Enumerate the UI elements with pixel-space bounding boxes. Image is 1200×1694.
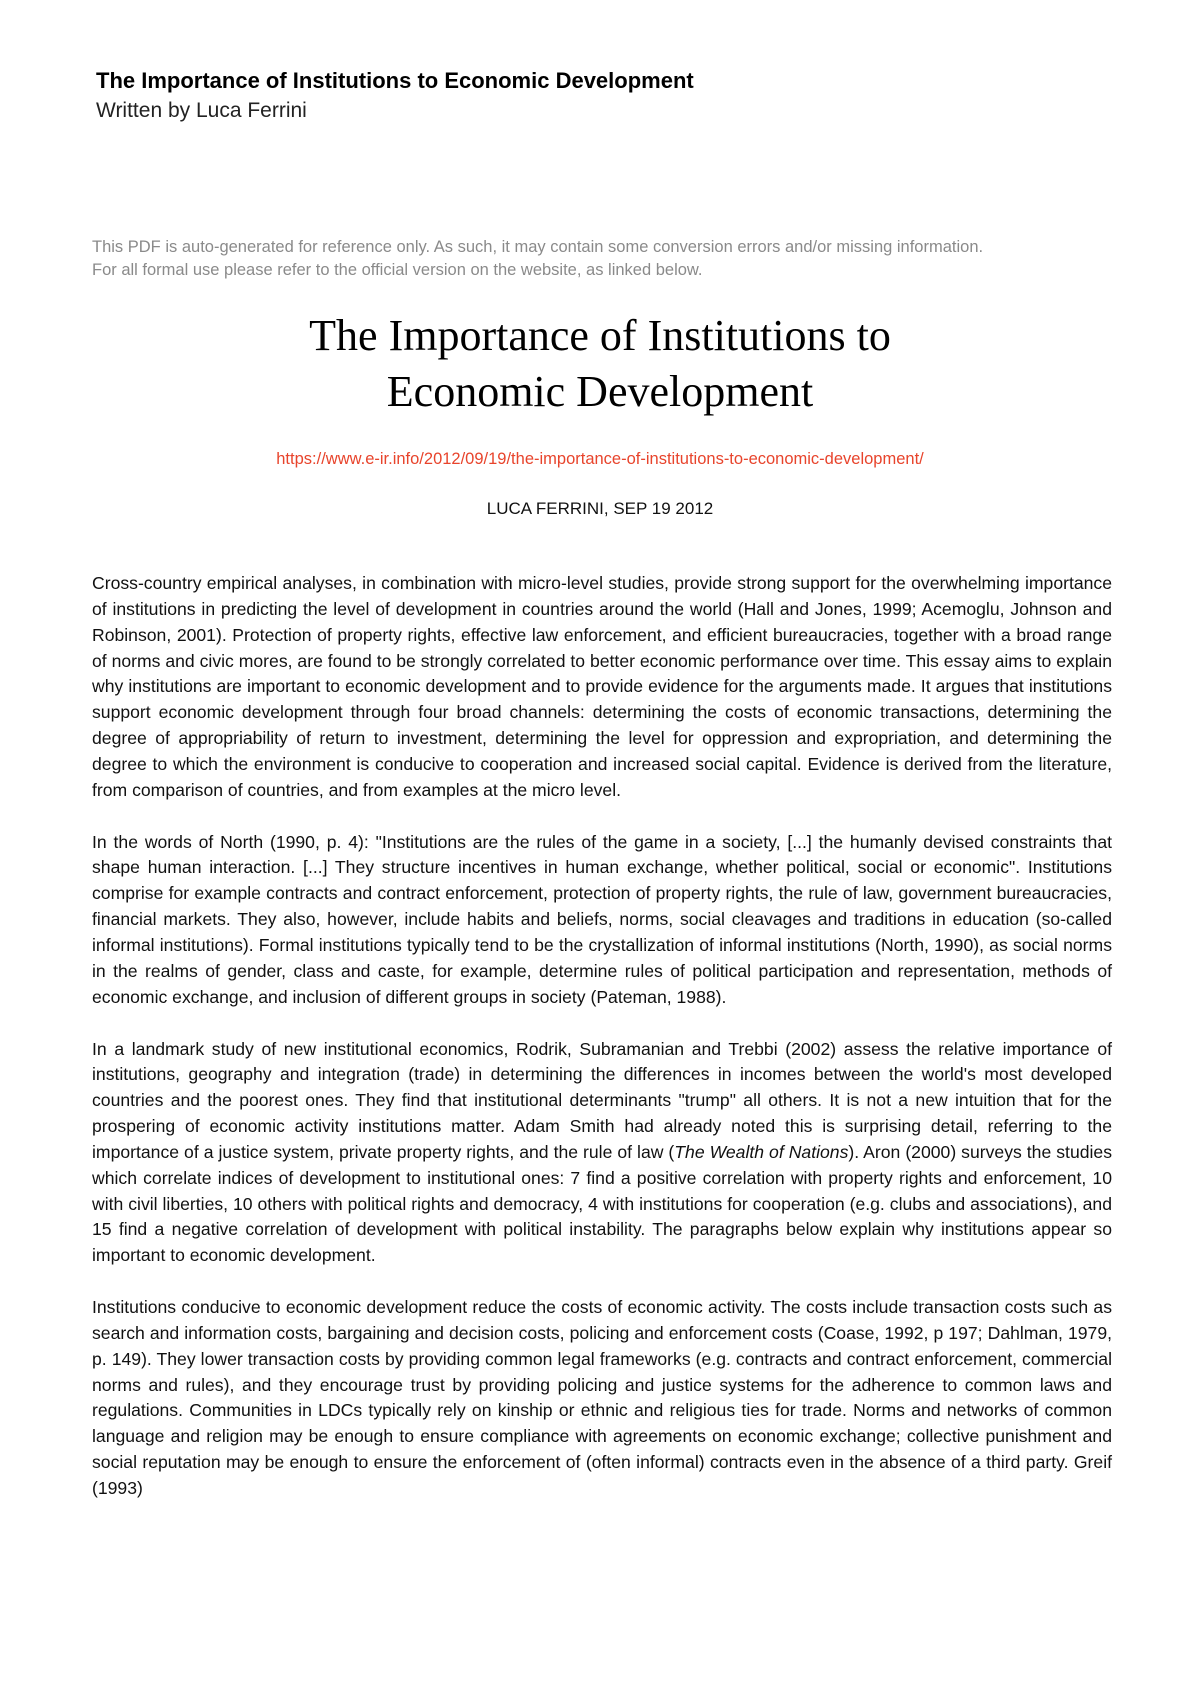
running-header bbox=[96, 66, 1106, 126]
header-author: Written by Luca Ferrini bbox=[96, 99, 307, 122]
disclaimer-line-1: This PDF is auto-generated for reference only. As such, it may contain some conversion errors and/or missing information. bbox=[92, 238, 984, 256]
pdf-disclaimer bbox=[92, 236, 1112, 282]
article-title bbox=[150, 308, 1050, 420]
header-title: The Importance of Institutions to Economic Development bbox=[96, 68, 694, 93]
paragraph-3-part-1: In a landmark study of new institutional economics, Rodrik, Subramanian and Trebbi (2002) assess the relative importance of institutions, geography and integration (trade) in determining the differences in incomes between the world's most developed countries and the poorest ones. They find that institutional determinants "trump" all others. It is not a new intuition that for the prospering of economic activity institutions matter. Adam Smith had already noted this is surprising detail, referring to the importance of a justice system, private property rights, and the rule of law ( bbox=[92, 1038, 1112, 1162]
article-title-line-1: The Importance of Institutions to bbox=[309, 311, 891, 360]
article-body bbox=[92, 571, 1112, 1528]
paragraph-4: Institutions conducive to economic development reduce the costs of economic activity. The costs include transaction costs such as search and information costs, bargaining and decision costs, policing and enforcement costs (Coase, 1992, p 197; Dahlman, 1979, p. 149). They lower transaction costs by providing common legal frameworks (e.g. contracts and contract enforcement, commercial norms and rules), and they encourage trust by providing policing and justice systems for the adherence to common laws and regulations. Communities in LDCs typically rely on kinship or ethnic and religious ties for trade. Norms and networks of common language and religion may be enough to ensure compliance with agreements on economic exchange; collective punishment and social reputation may be enough to ensure the enforcement of (often informal) contracts even in the absence of a third party. Greif (1993) bbox=[92, 1297, 1112, 1498]
paragraph-1: Cross-country empirical analyses, in combination with micro-level studies, provide strong support for the overwhelming importance of institutions in predicting the level of development in countries around the world (Hall and Jones, 1999; Acemoglu, Johnson and Robinson, 2001). Protection of property rights, effective law enforcement, and efficient bureaucracies, together with a broad range of norms and civic mores, are found to be strongly correlated to better economic performance over time. This essay aims to explain why institutions are important to economic development and to provide evidence for the arguments made. It argues that institutions support economic development through four broad channels: determining the costs of economic transactions, determining the degree of appropriability of return to investment, determining the level for oppression and expropriation, and determining the degree to which the environment is conducive to cooperation and increased social capital. Evidence is derived from the literature, from comparison of countries, and from examples at the micro level. bbox=[92, 573, 1112, 800]
disclaimer-line-2: For all formal use please refer to the official version on the website, as linked below. bbox=[92, 261, 703, 279]
paragraph-3-part-2: ). Aron (2000) surveys the studies which correlate indices of development to institutional ones: 7 find a positive correlation with property rights and enforcement, 10 with civil liberties, 10 others with political rights and democracy, 4 with institutions for cooperation (e.g. clubs and associations), and 15 find a negative correlation of development with political instability. The paragraphs below explain why institutions appear so important to economic development. bbox=[92, 1141, 1113, 1266]
paragraph-2: In the words of North (1990, p. 4): "Institutions are the rules of the game in a society, [...] the humanly devised constraints that shape human interaction. [...] They structure incentives in human exchange, whether political, social or economic". Institutions comprise for example contracts and contract enforcement, protection of property rights, the rule of law, government bureaucracies, financial markets. They also, however, include habits and beliefs, norms, social cleavages and traditions in education (so-called informal institutions). Formal institutions typically tend to be the crystallization of informal institutions (North, 1990), as social norms in the realms of gender, class and caste, for example, determine rules of political participation and representation, methods of economic exchange, and inclusion of different groups in society (Pateman, 1988). bbox=[92, 831, 1112, 1007]
book-title-italic: The Wealth of Nations bbox=[674, 1141, 849, 1162]
paragraph-3 bbox=[92, 1037, 1112, 1270]
article-byline: LUCA FERRINI, SEP 19 2012 bbox=[486, 499, 714, 518]
source-url-link[interactable]: https://www.e-ir.info/2012/09/19/the-importance-of-institutions-to-economic-development/ bbox=[276, 450, 924, 468]
article-title-line-2: Economic Development bbox=[386, 367, 814, 416]
